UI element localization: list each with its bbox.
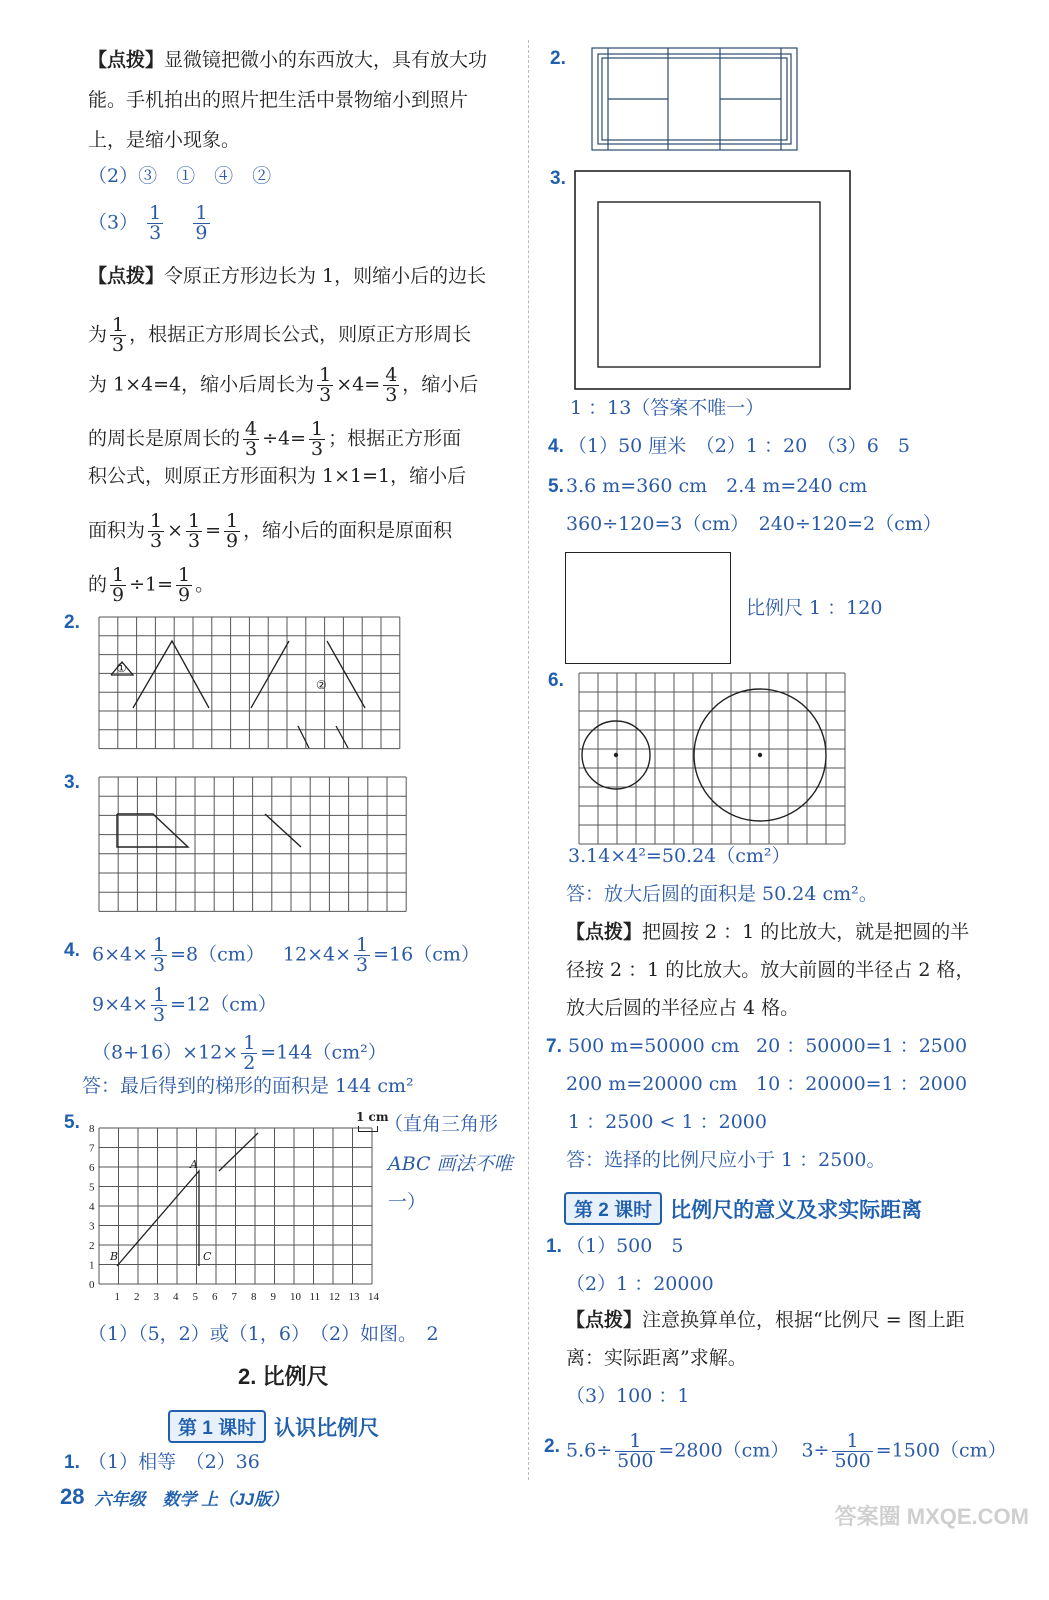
y-tick-label: 3: [89, 1220, 95, 1233]
y-tick-label: 2: [89, 1240, 95, 1252]
circle-grid-figure: [578, 672, 846, 848]
frame-figure: [574, 170, 852, 390]
lesson-1-badge: 第 1 课时: [168, 1410, 266, 1443]
x-tick-label: 14: [368, 1291, 379, 1303]
y-tick-label: 1: [89, 1259, 95, 1272]
right-answer-6-line-2: 答：放大后圆的面积是 50.24 cm²。: [566, 883, 878, 905]
grid-figure-q3: [98, 776, 408, 920]
tip-1-line-2: 能。手机拍出的照片把生活中景物缩小到照片: [88, 89, 469, 111]
shape-label-2: ②: [316, 678, 327, 692]
y-tick-label: 5: [89, 1181, 95, 1194]
answer-4-line-4: 答：最后得到的梯形的面积是 144 cm²: [82, 1075, 414, 1097]
right-answer-3: 1 ：13（答案不唯一）: [570, 397, 765, 419]
answer-5: （1）（5，2）或（1，6） （2）如图。 2: [88, 1323, 439, 1345]
scale-bar: [358, 1126, 378, 1132]
tip-2-line-6: 面积为 $\frac{1}{3}$ × $\frac{1}{3}$ = $\frac{1}{9}$ ，缩小后的面积是原面积: [88, 510, 453, 552]
question-number-5: 5.: [64, 1112, 80, 1133]
y-tick-label: 0: [89, 1279, 95, 1291]
x-tick-label: 7: [231, 1291, 237, 1303]
tip-1-line-1: 【点拨】显微镜把微小的东西放大，具有放大功: [88, 49, 488, 71]
tip-1-line-3: 上，是缩小现象。: [88, 129, 241, 151]
point-c-label: C: [203, 1250, 212, 1263]
right-question-number-7: 7.: [546, 1036, 562, 1057]
lesson-2-title: 比例尺的意义及求实际距离: [670, 1198, 923, 1222]
lesson-2-question-number-2: 2.: [544, 1436, 560, 1457]
answer-1-3: （3） $\frac{1}{3}$ $\frac{1}{9}$: [88, 202, 208, 244]
lesson-2-answer-1c: （3）100 ：1: [566, 1385, 690, 1407]
lesson-2-tip-line-2: 离：实际距离”求解。: [566, 1347, 747, 1369]
q5-note-line-3: 一）: [388, 1191, 427, 1213]
x-tick-label: 12: [329, 1291, 340, 1303]
tip-2-line-1: 【点拨】令原正方形边长为 1，则缩小后的边长: [88, 265, 487, 287]
point-b-label: B: [110, 1250, 119, 1263]
book-title: 六年级 数学 上（JJ版）: [94, 1489, 289, 1509]
column-divider: [528, 40, 529, 1480]
question-number-3: 3.: [64, 772, 80, 793]
lesson-2-header: [564, 1192, 922, 1225]
answer-4-line-3: （8+16）×12× $\frac{1}{2}$ =144（cm²）: [92, 1032, 387, 1074]
right-tip-6-line-2: 径按 2 ：1 的比放大。放大前圆的半径占 2 格，: [566, 959, 975, 981]
tip-2-line-7: 的 $\frac{1}{9}$ ÷1= $\frac{1}{9}$ 。: [88, 564, 215, 606]
lesson-2-badge: 第 2 课时: [564, 1192, 662, 1225]
shape-label-1: ①: [116, 661, 127, 675]
x-tick-label: 1: [114, 1291, 120, 1303]
y-tick-label: 6: [89, 1162, 95, 1174]
tip-2-line-3: 为 1×4=4，缩小后周长为 $\frac{1}{3}$ ×4= $\frac{4}{3}$ ，缩小后: [88, 364, 479, 406]
right-question-number-3: 3.: [550, 168, 566, 189]
lesson-2-question-number-1: 1.: [546, 1236, 562, 1257]
scale-label: 1 cm: [356, 1110, 389, 1124]
right-answer-7-line-4: 答：选择的比例尺应小于 1 ：2500。: [566, 1149, 886, 1171]
tip-2-line-2: 为 $\frac{1}{3}$ ，根据正方形周长公式，则原正方形周长: [88, 314, 472, 356]
x-tick-label: 3: [153, 1291, 159, 1303]
lesson-2-answer-2: 5.6÷ $\frac{1}{500}$ =2800（cm） 3÷ $\frac{1}{500}$ =1500（cm）: [566, 1430, 1007, 1472]
lesson-2-answer-1b: （2）1 ：20000: [566, 1273, 714, 1295]
grid-figure-q2: [98, 616, 404, 754]
right-question-number-6: 6.: [548, 670, 564, 691]
q5-note-line-1: （直角三角形: [384, 1113, 499, 1135]
right-question-number-5: 5.: [548, 476, 564, 497]
coordinate-grid-q5: [84, 1108, 384, 1308]
right-question-number-4: 4.: [548, 436, 564, 457]
point-a-label: A: [190, 1158, 198, 1171]
answer-4-line-1: 6×4× $\frac{1}{3}$ =8（cm） 12×4× $\frac{1}{3}$ =16（cm）: [92, 934, 480, 976]
x-tick-label: 5: [192, 1291, 198, 1303]
right-answer-5-line-1: 3.6 m=360 cm 2.4 m=240 cm: [566, 475, 868, 497]
tip-2-line-5: 积公式，则原正方形面积为 1×1=1，缩小后: [88, 465, 467, 487]
scale-text: 比例尺 1 ：120: [746, 597, 883, 619]
x-tick-label: 13: [348, 1291, 360, 1303]
right-tip-6-line-3: 放大后圆的半径应占 4 格。: [566, 997, 800, 1019]
x-tick-label: 11: [309, 1291, 321, 1303]
lesson-2-answer-1a: （1）500 5: [566, 1235, 684, 1257]
answer-1-2: （2）③ ① ④ ②: [88, 165, 272, 187]
right-answer-7-line-1a: 500 m=50000 cm: [568, 1035, 740, 1057]
answer-4-line-2: 9×4× $\frac{1}{3}$ =12（cm）: [92, 984, 277, 1026]
right-tip-6-line-1: 【点拨】把圆按 2 ：1 的比放大，就是把圆的半: [566, 921, 970, 943]
x-tick-label: 10: [290, 1291, 301, 1303]
right-answer-7-line-3: 1 ：2500 < 1 ：2000: [568, 1111, 767, 1133]
q5-note-line-2: ABC 画法不唯: [388, 1153, 513, 1175]
page-footer: [60, 1484, 288, 1510]
lesson-1-answer-1: （1）相等 （2）36: [88, 1451, 260, 1473]
right-answer-7-line-1b: 20 ：50000=1 ：2500: [756, 1035, 968, 1057]
x-tick-label: 9: [270, 1291, 276, 1303]
x-tick-label: 2: [134, 1291, 140, 1303]
section-title: 2. 比例尺: [238, 1364, 329, 1389]
scaled-rectangle: [565, 552, 731, 664]
x-tick-label: 6: [212, 1291, 218, 1303]
lesson-1-header: [168, 1410, 379, 1443]
lesson-1-question-number-1: 1.: [64, 1452, 80, 1473]
y-tick-label: 8: [89, 1123, 95, 1135]
watermark: 答案圈 MXQE.COM: [834, 1504, 1029, 1529]
right-answer-5-line-2: 360÷120=3（cm） 240÷120=2（cm）: [566, 513, 942, 535]
question-number-2: 2.: [64, 612, 80, 633]
right-answer-7-line-2b: 10 ：20000=1 ：2000: [756, 1073, 968, 1095]
right-answer-4: （1）50 厘米 （2）1 ：20 （3）6 5: [568, 435, 910, 457]
y-tick-label: 7: [89, 1142, 95, 1155]
badminton-court-figure: [590, 46, 800, 152]
right-answer-7-line-2a: 200 m=20000 cm: [566, 1073, 738, 1095]
y-tick-label: 4: [89, 1201, 95, 1213]
right-question-number-2: 2.: [550, 48, 566, 69]
tip-2-line-4: 的周长是原周长的 $\frac{4}{3}$ ÷4= $\frac{1}{3}$ ；根据正方形面: [88, 418, 462, 460]
lesson-2-tip-line-1: 【点拨】注意换算单位，根据“比例尺 = 图上距: [566, 1309, 965, 1331]
x-tick-label: 4: [173, 1291, 179, 1303]
page-number: 28: [60, 1484, 85, 1509]
right-answer-6-line-1: 3.14×4²=50.24（cm²）: [568, 845, 791, 867]
question-number-4: 4.: [64, 940, 80, 961]
lesson-1-title: 认识比例尺: [274, 1416, 380, 1440]
x-tick-label: 8: [251, 1291, 257, 1303]
